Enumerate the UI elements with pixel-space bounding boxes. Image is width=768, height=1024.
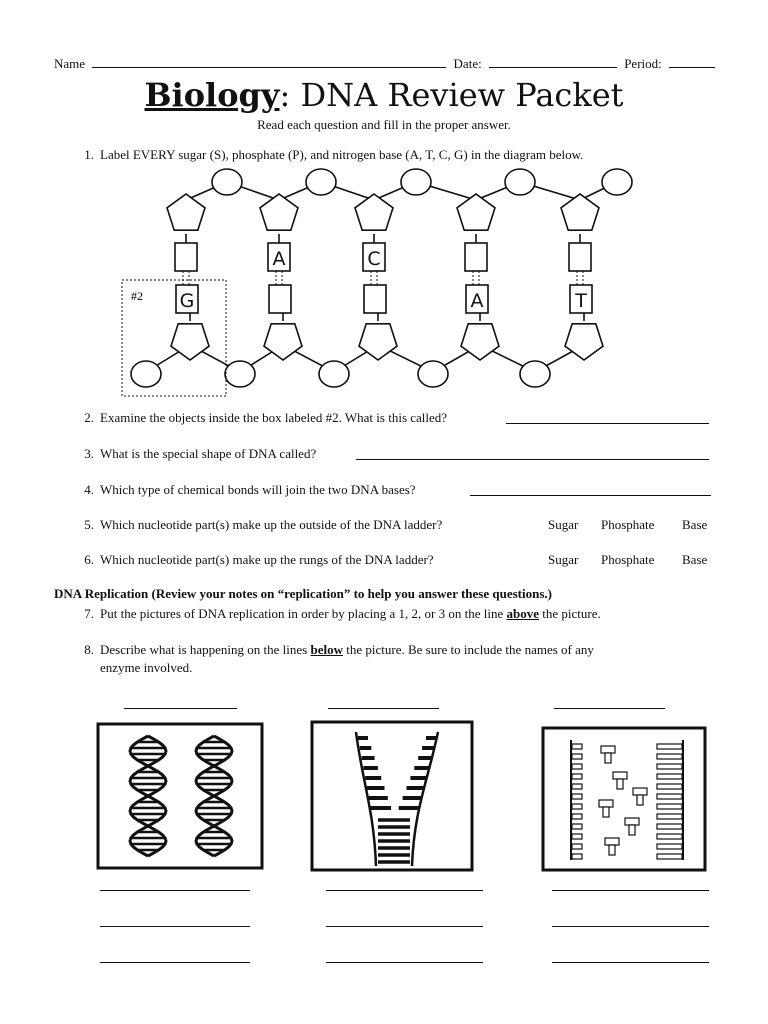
title-rest: : DNA Review Packet	[279, 76, 624, 114]
choice-base[interactable]: Base	[682, 517, 708, 532]
answer-blank-4[interactable]	[470, 495, 711, 496]
question-text: Which nucleotide part(s) make up the outside of the DNA ladder?	[100, 517, 443, 532]
base-segment	[572, 834, 582, 839]
base-segment	[572, 744, 582, 749]
base-letter: G	[179, 290, 195, 312]
sugar-icon	[355, 194, 393, 230]
replication-picture-two-helices	[96, 722, 264, 870]
question-text: What is the special shape of DNA called?	[100, 446, 317, 461]
base-segment	[657, 794, 682, 799]
nitrogen-base-box	[569, 243, 591, 271]
base-segment	[657, 784, 682, 789]
base-segment	[572, 764, 582, 769]
question-text: Examine the objects inside the box labeled #2. What is this called?	[100, 410, 448, 425]
phosphate-icon	[225, 361, 255, 387]
choice-phosphate[interactable]: Phosphate	[601, 552, 655, 567]
base-segment	[572, 784, 582, 789]
base-segment	[657, 754, 682, 759]
question-8-line-2: enzyme involved.	[100, 660, 193, 675]
free-nucleotide	[617, 779, 623, 789]
phosphate-icon	[602, 169, 632, 195]
question-number: 8.	[84, 642, 94, 657]
question-7	[78, 606, 738, 622]
question-number: 5.	[84, 517, 94, 532]
base-segment	[572, 794, 582, 799]
free-nucleotide	[625, 818, 639, 825]
question-8	[78, 642, 738, 658]
date-label: Date:	[453, 56, 482, 71]
base-letter: C	[367, 248, 381, 270]
phosphate-icon	[418, 361, 448, 387]
describe-blank-2a[interactable]	[326, 890, 483, 891]
free-nucleotide	[603, 807, 609, 817]
base-segment	[572, 814, 582, 819]
replication-heading: DNA Replication (Review your notes on “replication” to help you answer these questions.)	[54, 586, 552, 601]
nitrogen-base-box	[364, 285, 386, 313]
order-blank-1[interactable]	[124, 708, 237, 709]
nitrogen-base-box	[269, 285, 291, 313]
replication-picture-new-bases	[541, 726, 707, 872]
free-nucleotide	[599, 800, 613, 807]
describe-blank-3c[interactable]	[552, 962, 709, 963]
replication-picture-unzipping	[310, 720, 474, 872]
order-blank-3[interactable]	[554, 708, 665, 709]
sugar-icon	[171, 324, 209, 360]
base-segment	[657, 764, 682, 769]
question-text: Put the pictures of DNA replication in order by placing a 1, 2, or 3 on the line above the picture.	[100, 606, 601, 621]
phosphate-icon	[319, 361, 349, 387]
base-segment	[572, 804, 582, 809]
base-segment	[572, 754, 582, 759]
answer-blank-2[interactable]	[506, 423, 709, 424]
describe-blank-1a[interactable]	[100, 890, 250, 891]
base-segment	[657, 814, 682, 819]
sugar-icon	[167, 194, 205, 230]
choice-base[interactable]: Base	[682, 552, 708, 567]
box-2-label: #2	[131, 289, 143, 303]
sugar-icon	[264, 324, 302, 360]
choice-sugar[interactable]: Sugar	[548, 552, 579, 567]
base-segment	[657, 854, 682, 859]
base-segment	[657, 834, 682, 839]
phosphate-icon	[401, 169, 431, 195]
question-text: Which nucleotide part(s) make up the rungs of the DNA ladder?	[100, 552, 434, 567]
base-segment	[657, 774, 682, 779]
phosphate-icon	[212, 169, 242, 195]
question-number: 3.	[84, 446, 94, 461]
base-letter: A	[470, 290, 484, 312]
base-segment	[572, 854, 582, 859]
describe-blank-2b[interactable]	[326, 926, 483, 927]
free-nucleotide	[605, 838, 619, 845]
phosphate-icon	[505, 169, 535, 195]
choice-sugar[interactable]: Sugar	[548, 517, 579, 532]
base-segment	[572, 774, 582, 779]
base-letter: A	[272, 248, 286, 270]
phosphate-icon	[131, 361, 161, 387]
base-segment	[572, 824, 582, 829]
question-text: Label EVERY sugar (S), phosphate (P), and nitrogen base (A, T, C, G) in the diagram below.	[100, 147, 584, 162]
name-label: Name	[54, 56, 86, 71]
describe-blank-2c[interactable]	[326, 962, 483, 963]
answer-blank-3[interactable]	[356, 459, 709, 460]
phosphate-icon	[520, 361, 550, 387]
period-label: Period:	[624, 56, 662, 71]
question-number: 6.	[84, 552, 94, 567]
free-nucleotide	[637, 795, 643, 805]
question-5	[78, 517, 538, 533]
sugar-icon	[457, 194, 495, 230]
free-nucleotide	[605, 753, 611, 763]
sugar-icon	[359, 324, 397, 360]
describe-blank-1b[interactable]	[100, 926, 250, 927]
free-nucleotide	[601, 746, 615, 753]
phosphate-icon	[306, 169, 336, 195]
nitrogen-base-box	[465, 243, 487, 271]
free-nucleotide	[629, 825, 635, 835]
describe-blank-1c[interactable]	[100, 962, 250, 963]
free-nucleotide	[609, 845, 615, 855]
describe-blank-3a[interactable]	[552, 890, 709, 891]
sugar-icon	[260, 194, 298, 230]
nitrogen-base-box	[175, 243, 197, 271]
describe-blank-3b[interactable]	[552, 926, 709, 927]
free-nucleotide	[633, 788, 647, 795]
base-segment	[572, 844, 582, 849]
choice-phosphate[interactable]: Phosphate	[601, 517, 655, 532]
free-nucleotide	[613, 772, 627, 779]
sugar-icon	[565, 324, 603, 360]
base-segment	[657, 744, 682, 749]
page-subtitle: Read each question and fill in the proper answer.	[257, 117, 511, 132]
question-6	[78, 552, 538, 568]
base-segment	[657, 844, 682, 849]
question-number: 2.	[84, 410, 94, 425]
question-number: 7.	[84, 606, 94, 621]
order-blank-2[interactable]	[328, 708, 439, 709]
base-segment	[657, 824, 682, 829]
sugar-icon	[461, 324, 499, 360]
question-text: Which type of chemical bonds will join the two DNA bases?	[100, 482, 416, 497]
sugar-icon	[561, 194, 599, 230]
title-bold: Biology	[144, 76, 280, 114]
base-letter: T	[575, 290, 587, 312]
question-number: 4.	[84, 482, 94, 497]
question-number: 1.	[84, 147, 94, 162]
question-text: Describe what is happening on the lines below the picture. Be sure to include the names of any	[100, 642, 594, 657]
base-segment	[657, 804, 682, 809]
